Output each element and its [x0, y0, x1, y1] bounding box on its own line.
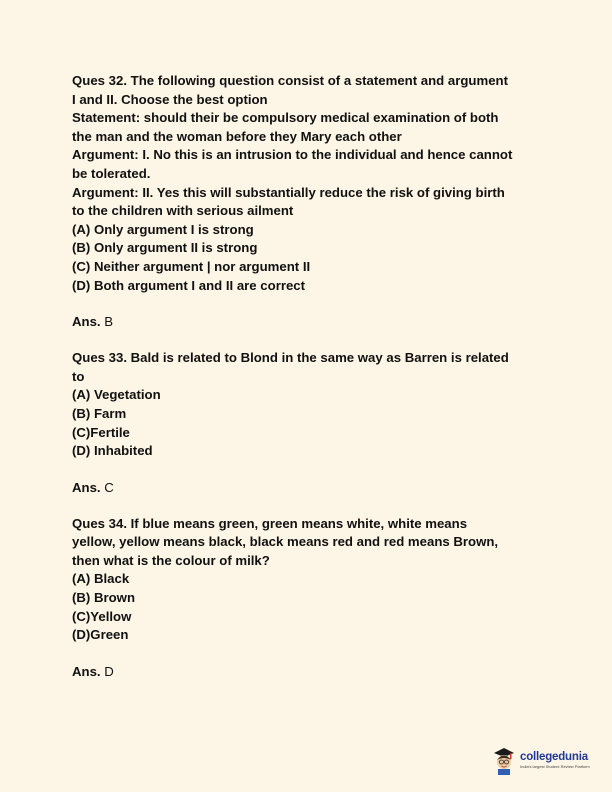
collegedunia-logo — [492, 742, 597, 778]
option-d: (D) Inhabited — [72, 443, 153, 459]
option-c: (C)Yellow — [72, 608, 132, 624]
question-line: to the children with serious ailment — [72, 203, 294, 219]
option-c: (C) Neither argument | nor argument II — [72, 258, 311, 274]
question-line: Ques 34. If blue means green, green means white, white means — [72, 515, 468, 531]
question-line: to — [72, 368, 85, 384]
answer — [72, 313, 552, 331]
answer-value: B — [104, 314, 114, 330]
answer-value: C — [104, 479, 114, 495]
question-line: Argument: I. No this is an intrusion to the individual and hence cannot — [72, 147, 513, 163]
answer — [72, 479, 552, 497]
question-line: Statement: should their be compulsory medical examination of both — [72, 110, 499, 126]
answer-label: Ans. — [72, 479, 101, 495]
option-d: (D) Both argument I and II are correct — [72, 277, 306, 293]
answer-value: D — [104, 663, 114, 679]
answer — [72, 663, 552, 681]
document-page — [72, 72, 552, 699]
option-b: (B) Farm — [72, 405, 127, 421]
option-c: (C)Fertile — [72, 424, 130, 440]
student-mascot-icon — [492, 745, 516, 775]
question-line: Ques 33. Bald is related to Blond in the same way as Barren is related — [72, 350, 509, 366]
question-line: then what is the colour of milk? — [72, 552, 270, 568]
brand-name: collegedunia — [520, 751, 588, 763]
question-33 — [72, 349, 552, 497]
question-line: be tolerated. — [72, 165, 151, 181]
answer-label: Ans. — [72, 663, 101, 679]
answer-label: Ans. — [72, 314, 101, 330]
question-line: the man and the woman before they Mary each other — [72, 128, 402, 144]
option-b: (B) Only argument II is strong — [72, 240, 258, 256]
question-text — [72, 72, 552, 295]
option-a: (A) Vegetation — [72, 387, 161, 403]
option-a: (A) Black — [72, 571, 130, 587]
question-line: I and II. Choose the best option — [72, 91, 268, 107]
question-34 — [72, 515, 552, 681]
option-b: (B) Brown — [72, 590, 135, 606]
question-32 — [72, 72, 552, 331]
option-a: (A) Only argument I is strong — [72, 221, 254, 237]
question-text — [72, 515, 552, 645]
question-text — [72, 349, 552, 461]
option-d: (D)Green — [72, 627, 129, 643]
question-line: yellow, yellow means black, black means red and red means Brown, — [72, 534, 499, 550]
question-line: Argument: II. Yes this will substantially reduce the risk of giving birth — [72, 184, 505, 200]
question-line: Ques 32. The following question consist of a statement and argument — [72, 73, 508, 88]
brand-tagline: India's largest Student Review Platform — [520, 764, 590, 769]
